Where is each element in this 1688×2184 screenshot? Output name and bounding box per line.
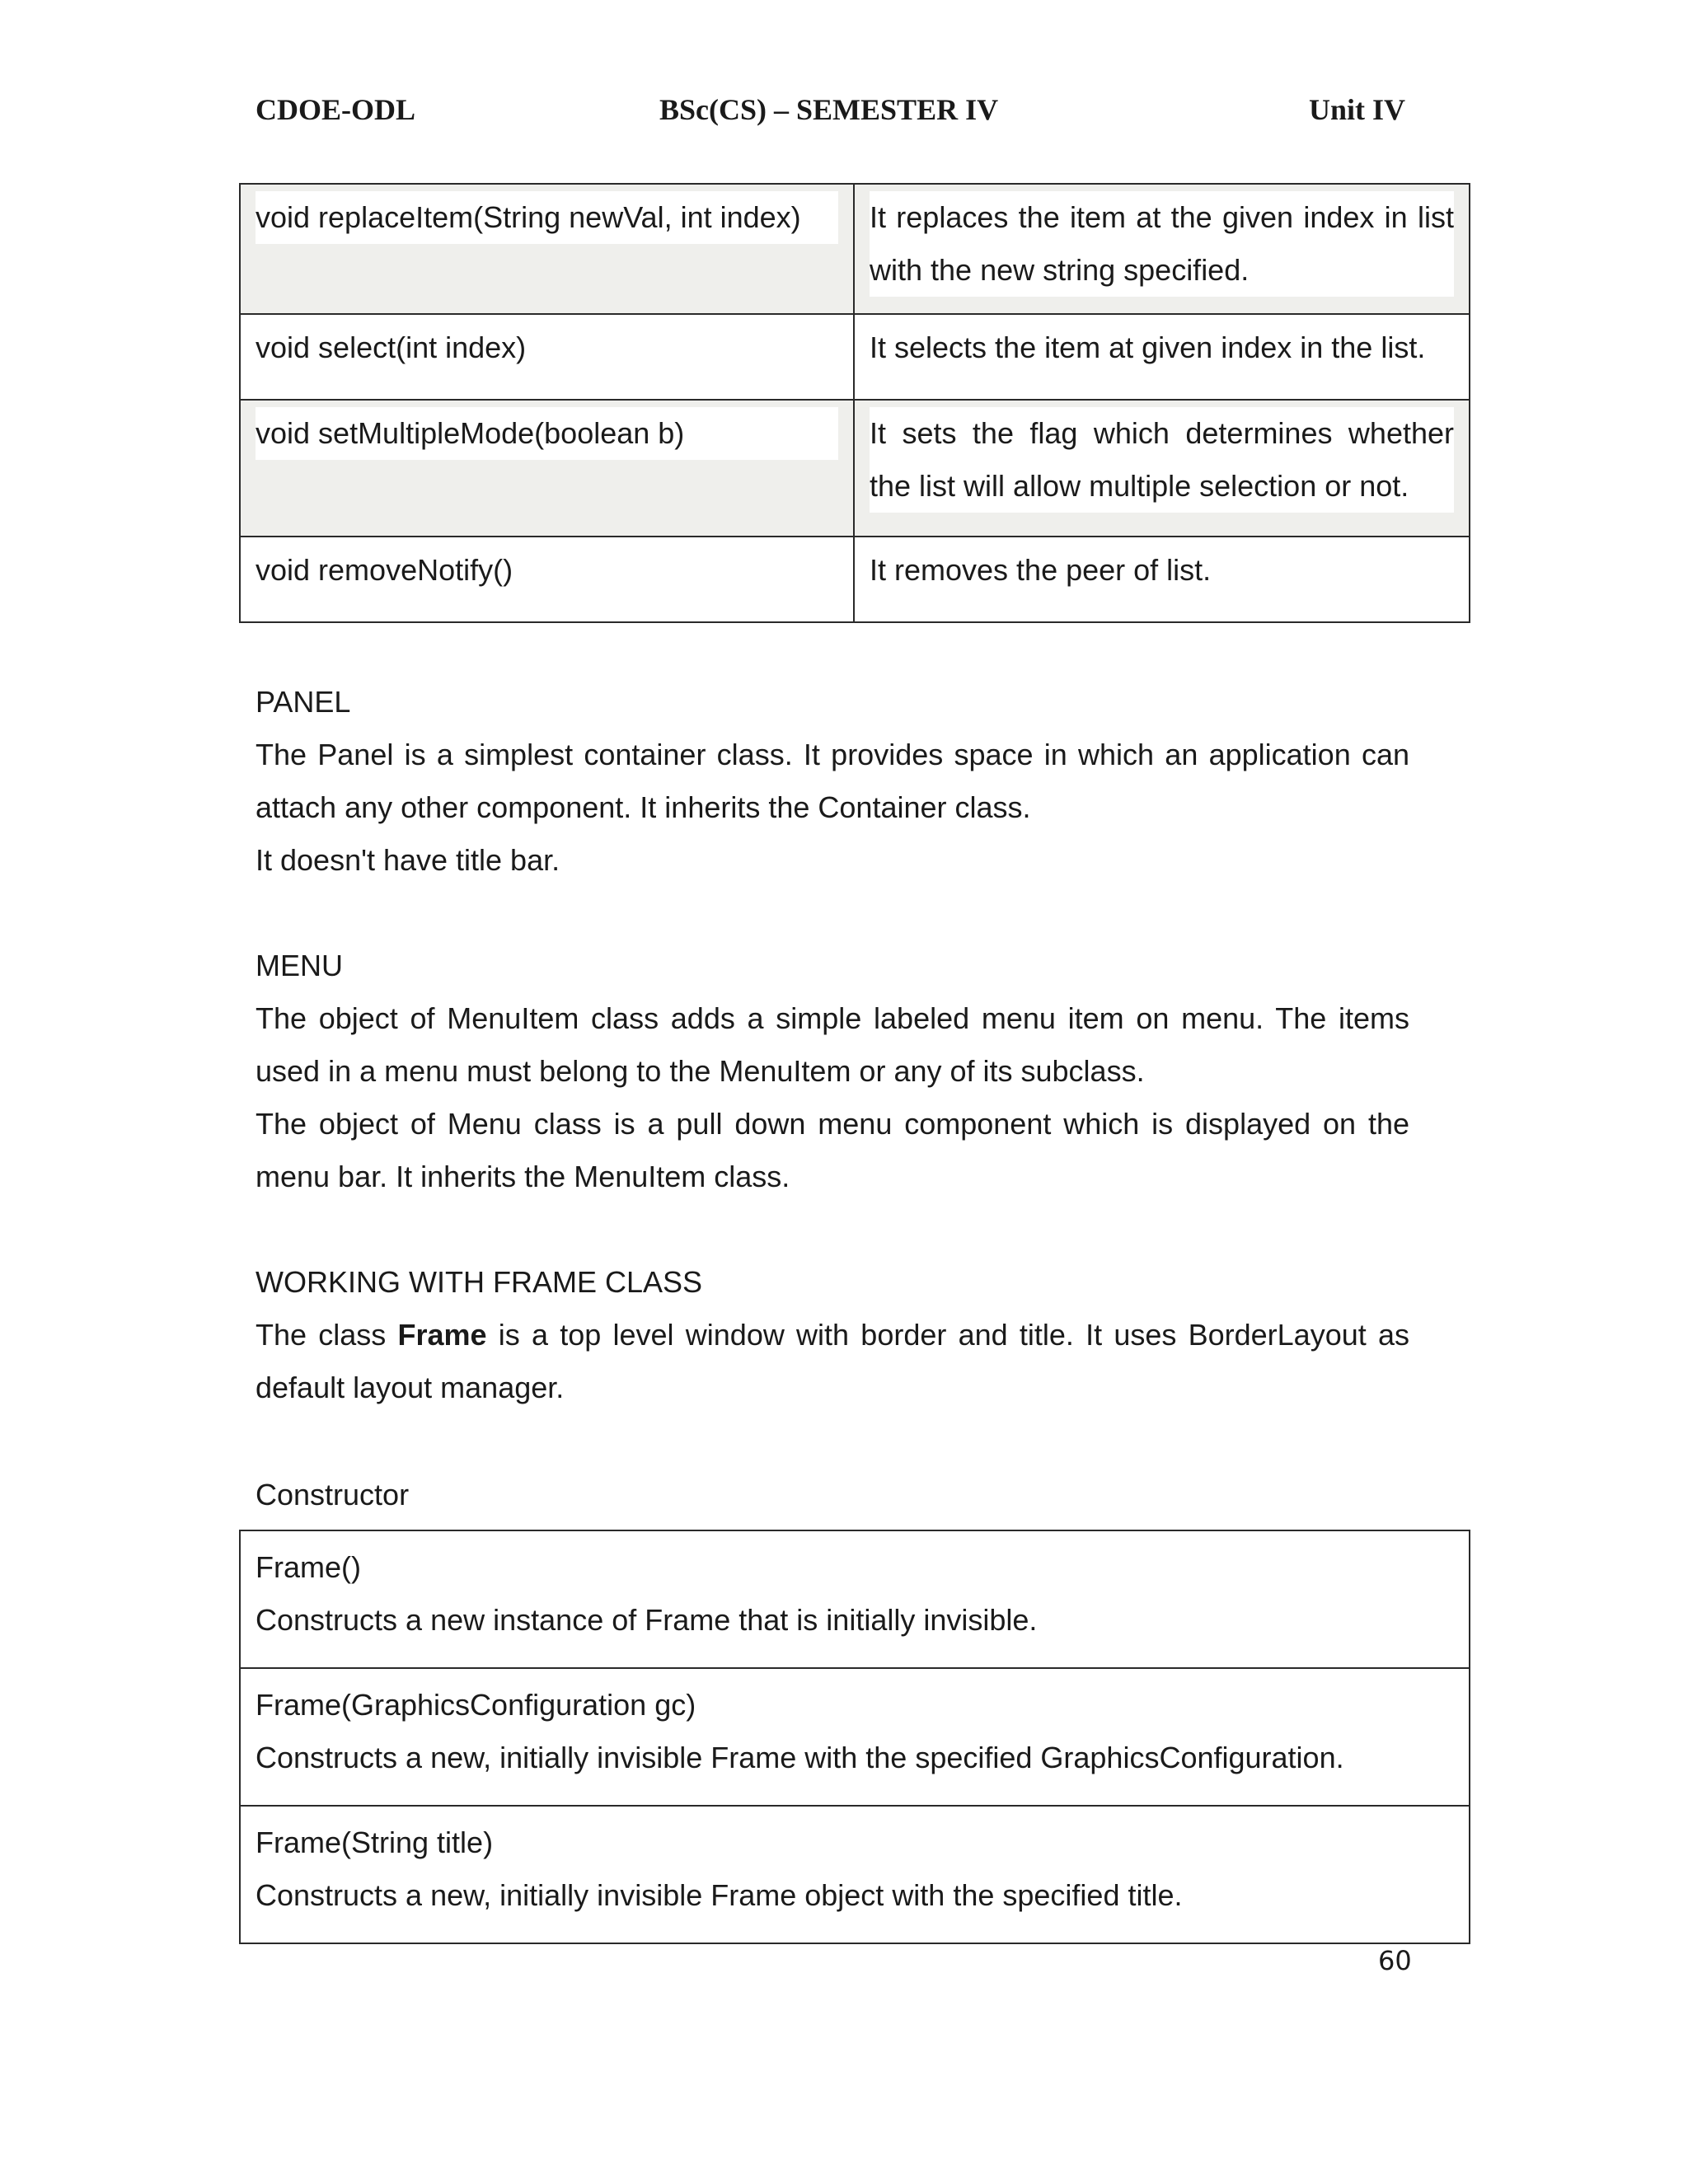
page-number: 60 [1378, 1945, 1412, 1976]
table-row [240, 184, 1470, 314]
method-cell [240, 400, 854, 537]
constructor-cell [240, 1806, 1470, 1943]
table-row [240, 1668, 1470, 1806]
description-cell [854, 537, 1470, 622]
method-cell [240, 537, 854, 622]
constructor-cell [240, 1668, 1470, 1806]
methods-table [239, 183, 1470, 623]
method-description: It removes the peer of list. [870, 553, 1212, 587]
method-name: void select(int index) [256, 330, 527, 364]
paragraph [256, 1309, 1409, 1414]
section-heading: PANEL [256, 685, 351, 719]
text-run: is a top level window with border and title. It uses BorderLayout as default layout manager. [256, 1318, 1409, 1404]
description-cell [854, 314, 1470, 400]
description-cell [854, 184, 1470, 314]
paragraph: The object of Menu class is a pull down menu component which is displayed on the menu bar. It inherits the MenuItem class. [256, 1107, 1409, 1193]
method-description: It selects the item at given index in the list. [870, 330, 1426, 364]
method-cell [240, 314, 854, 400]
method-name: void removeNotify() [256, 553, 513, 587]
constructor-cell [240, 1530, 1470, 1668]
constructor-description: Constructs a new, initially invisible Frame with the specified GraphicsConfiguration. [256, 1741, 1344, 1774]
description-cell [854, 400, 1470, 537]
constructor-table [239, 1530, 1470, 1944]
menu-section [256, 940, 1409, 1203]
constructor-description: Constructs a new instance of Frame that is initially invisible. [256, 1603, 1038, 1637]
constructor-section [256, 1469, 1409, 1521]
constructor-signature: Frame() [256, 1550, 361, 1584]
table-row [240, 1806, 1470, 1943]
section-heading: Constructor [256, 1478, 410, 1511]
constructor-signature: Frame(GraphicsConfiguration gc) [256, 1688, 696, 1722]
method-description: It sets the flag which determines whether the list will allow multiple selection or not. [870, 407, 1454, 513]
constructor-signature: Frame(String title) [256, 1825, 494, 1859]
header-course: BSc(CS) – SEMESTER IV [659, 93, 999, 126]
frame-section [256, 1256, 1409, 1414]
method-name: void setMultipleMode(boolean b) [256, 407, 838, 460]
bold-term: Frame [397, 1318, 487, 1352]
text-run: The class [256, 1318, 398, 1352]
paragraph: It doesn't have title bar. [256, 843, 560, 877]
method-cell [240, 184, 854, 314]
constructor-description: Constructs a new, initially invisible Frame object with the specified title. [256, 1878, 1183, 1912]
paragraph: The object of MenuItem class adds a simple labeled menu item on menu. The items used in a menu must belong to the MenuItem or any of its subclass. [256, 1001, 1409, 1088]
section-heading: WORKING WITH FRAME CLASS [256, 1265, 703, 1299]
table-row [240, 314, 1470, 400]
table-row [240, 1530, 1470, 1668]
header-institution: CDOE-ODL [256, 93, 416, 126]
section-heading: MENU [256, 949, 343, 982]
method-name: void replaceItem(String newVal, int index) [256, 191, 838, 244]
panel-section [256, 676, 1409, 887]
table-row [240, 400, 1470, 537]
header-unit: Unit IV [1309, 93, 1406, 126]
method-description: It replaces the item at the given index in list with the new string specified. [870, 191, 1454, 297]
table-row [240, 537, 1470, 622]
paragraph: The Panel is a simplest container class. It provides space in which an application can attach any other component. It inherits the Container class. [256, 738, 1409, 824]
page-header [256, 92, 1409, 134]
